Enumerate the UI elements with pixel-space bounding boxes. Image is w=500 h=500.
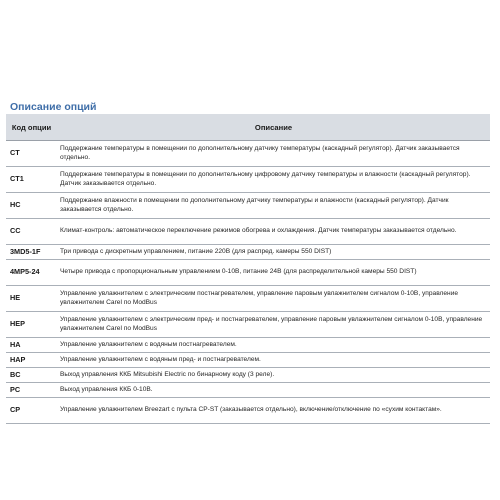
table-row [6,245,490,260]
table-row [6,353,490,368]
column-header-description: Описание [57,114,490,141]
table-row [6,338,490,353]
table-row [6,383,490,398]
option-description: Три привода с дискретным управлением, питание 220В (для распред. камеры 550 DIST) [57,245,490,260]
option-code: 4MP5-24 [6,260,57,286]
table-row [6,398,490,424]
option-code: HA [6,338,57,353]
table-row [6,141,490,167]
option-code: CT1 [6,167,57,193]
option-description: Управление увлажнителем с электрическим пред- и постнагревателем, управление паровым увлажнителем сигналом 0-10В, управление увлажнителем Carel по ModBus [57,312,490,338]
option-description: Управление увлажнителем с водяным пред- и постнагревателем. [57,353,490,368]
table-header-row [6,114,490,141]
table-row [6,167,490,193]
option-description: Климат-контроль: автоматическое переключение режимов обогрева и охлаждения. Датчик температуры заказывается отдельно. [57,219,490,245]
option-description: Выход управления ККБ Mitsubishi Electric по бинарному коду (3 реле). [57,368,490,383]
option-code: HC [6,193,57,219]
table-row [6,312,490,338]
option-description: Управление увлажнителем Breezart с пульта CP-ST (заказывается отдельно), включение/отключение по «сухим контактам». [57,398,490,424]
option-code: HE [6,286,57,312]
table-row [6,260,490,286]
option-code: CT [6,141,57,167]
option-code: BC [6,368,57,383]
options-table [6,114,490,424]
option-description: Управление увлажнителем с водяным постнагревателем. [57,338,490,353]
option-code: CC [6,219,57,245]
option-description: Управление увлажнителем с электрическим постнагревателем, управление паровым увлажнителем сигналом 0-10В, управление увлажнителем Carel по ModBus [57,286,490,312]
option-description: Четыре привода с пропорциональным управлением 0-10В, питание 24В (для распределительной камеры 550 DIST) [57,260,490,286]
table-row [6,219,490,245]
table-row [6,193,490,219]
option-code: CP [6,398,57,424]
option-code: HAP [6,353,57,368]
option-code: PC [6,383,57,398]
option-description: Выход управления ККБ 0-10В. [57,383,490,398]
page-title: Описание опций [10,101,97,113]
option-description: Поддержание температуры в помещении по дополнительному датчику температуры (каскадный регулятор). Датчик заказывается отдельно. [57,141,490,167]
option-code: HEP [6,312,57,338]
option-description: Поддержание влажности в помещении по дополнительному датчику температуры и влажности (каскадный регулятор). Датчик заказывается отдельно. [57,193,490,219]
option-description: Поддержание температуры в помещении по дополнительному цифровому датчику температуры и влажности (каскадный регулятор). Датчик заказывается отдельно. [57,167,490,193]
option-code: 3MD5-1F [6,245,57,260]
table-row [6,368,490,383]
table-row [6,286,490,312]
column-header-code: Код опции [6,114,57,141]
